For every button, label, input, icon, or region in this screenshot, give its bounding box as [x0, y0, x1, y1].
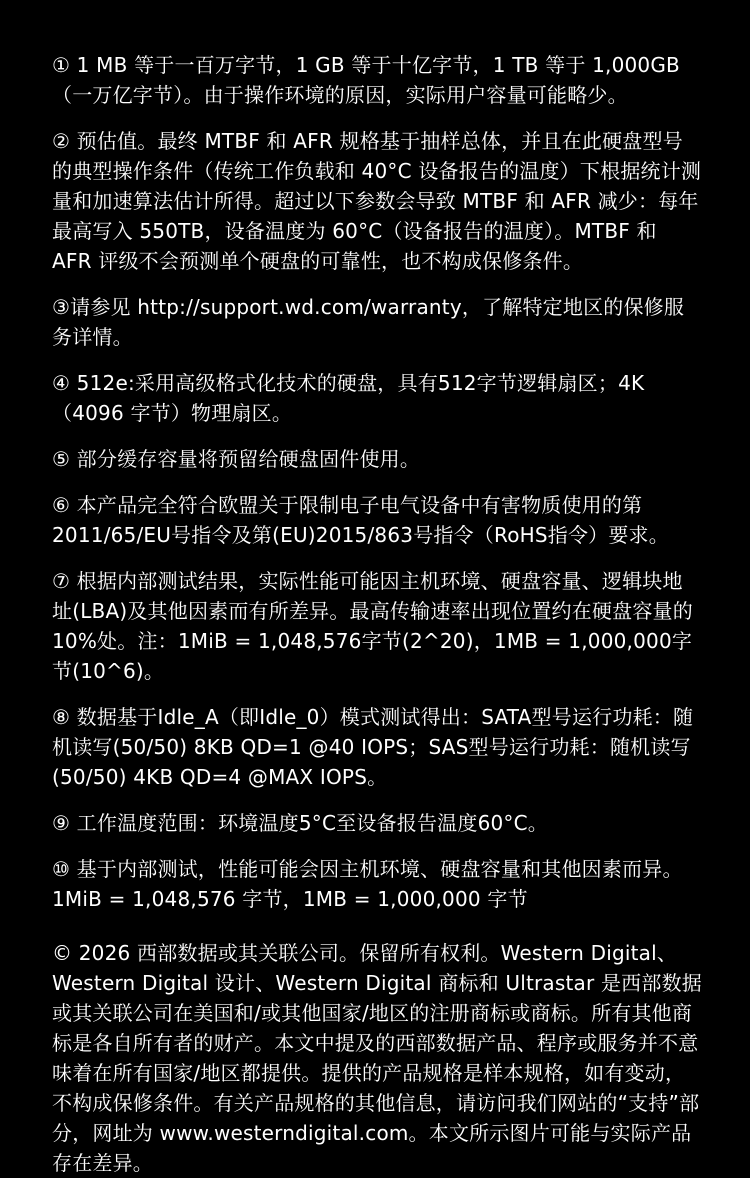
footnote-2: ② 预估值。最终 MTBF 和 AFR 规格基于抽样总体，并且在此硬盘型号的典型操作条件（传统工作负载和 40°C 设备报告的温度）下根据统计测量和加速算法估计所得。超过以下参数会导致 MTBF 和 AFR 减少：每年最高写入 550TB，设备温度为 60°C（设备报告的温度）。MTBF 和 AFR 评级不会预测单个硬盘的可靠性，也不构成保修条件。: [52, 129, 702, 273]
footnote-1: ① 1 MB 等于一百万字节，1 GB 等于十亿字节，1 TB 等于 1,000GB（一万亿字节）。由于操作环境的原因，实际用户容量可能略少。: [52, 53, 680, 107]
footnote-3: ③请参见 http://support.wd.com/warranty，了解特定地区的保修服务详情。: [52, 295, 685, 349]
footnote-8: ⑧ 数据基于Idle_A（即Idle_0）模式测试得出：SATA型号运行功耗：随机读写(50/50) 8KB QD=1 @40 IOPS；SAS型号运行功耗：随机读写(50/50) 4KB QD=4 @MAX IOPS。: [52, 705, 694, 789]
footnote-9: ⑨ 工作温度范围：环境温度5°C至设备报告温度60°C。: [52, 811, 548, 835]
footnote-4: ④ 512e:采用高级格式化技术的硬盘，具有512字节逻辑扇区；4K（4096 字节）物理扇区。: [52, 371, 645, 425]
footnote-6: ⑥ 本产品完全符合欧盟关于限制电子电气设备中有害物质使用的第2011/65/EU号指令及第(EU)2015/863号指令（RoHS指令）要求。: [52, 493, 669, 547]
footnote-5: ⑤ 部分缓存容量将预留给硬盘固件使用。: [52, 447, 421, 471]
footnote-7: ⑦ 根据内部测试结果，实际性能可能因主机环境、硬盘容量、逻辑块地址(LBA)及其他因素而有所差异。最高传输速率出现位置约在硬盘容量的10%处。注：1MiB = 1,048,576字节(2^20)，1MB = 1,000,000字节(10^6)。: [52, 569, 693, 683]
copyright-text: © 2026 西部数据或其关联公司。保留所有权利。Western Digital、Western Digital 设计、Western Digital 商标和 Ultrastar 是西部数据或其关联公司在美国和/或其他国家/地区的注册商标或商标。所有其他商标是各自所有者的财产。本文中提及的西部数据产品、程序或服务并不意味着在所有国家/地区都提供。提供的产品规格是样本规格，如有变动，不构成保修条件。有关产品规格的其他信息，请访问我们网站的“支持”部分，网址为 www.westerndigital.com。本文所示图片可能与实际产品存在差异。: [52, 941, 702, 1175]
footnotes-section: [52, 50, 702, 914]
footnote-10: ⑩ 基于内部测试，性能可能会因主机环境、硬盘容量和其他因素而异。1MiB = 1,048,576 字节，1MB = 1,000,000 字节: [52, 857, 683, 911]
